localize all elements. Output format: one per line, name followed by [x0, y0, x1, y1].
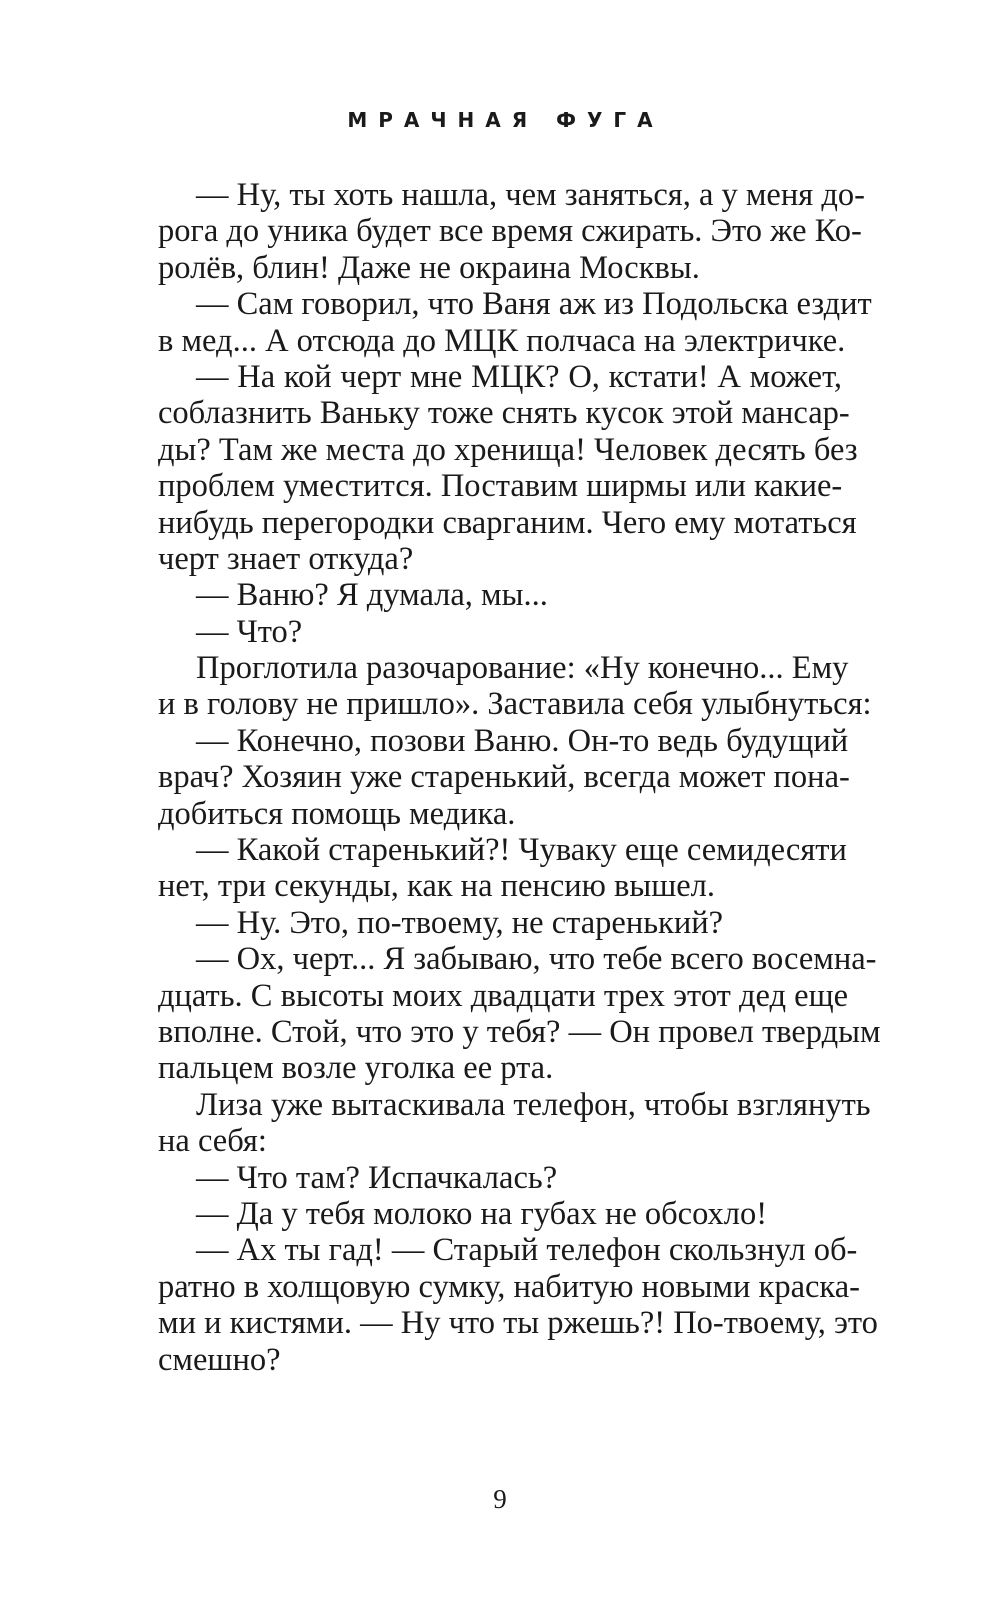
text-line: Проглотила разочарование: «Ну конечно... Ему — [196, 650, 849, 687]
text-line: соблазнить Ваньку тоже снять кусок этой мансар- — [158, 395, 850, 432]
text-line: пальцем возле уголка ее рта. — [158, 1050, 554, 1087]
text-line: — Да у тебя молоко на губах не обсохло! — [196, 1195, 768, 1232]
text-line: добиться помощь медика. — [158, 795, 516, 832]
text-line: — Ваню? Я думала, мы... — [196, 577, 548, 614]
text-line: рога до уника будет все время сжирать. Это же Ко- — [158, 213, 862, 250]
text-line: и в голову не пришло». Заставила себя улыбнуться: — [158, 686, 872, 723]
text-line: — Что? — [196, 613, 303, 650]
text-line: смешно? — [158, 1341, 281, 1378]
text-line: ми и кистями. — Ну что ты ржешь?! По-твоему, это — [158, 1305, 878, 1342]
text-line: — Ну. Это, по-твоему, не старенький? — [196, 904, 724, 941]
text-line: проблем уместится. Поставим ширмы или какие- — [158, 468, 843, 505]
text-line: черт знает откуда? — [158, 540, 414, 577]
text-line: — Ох, черт... Я забываю, что тебе всего восемна- — [196, 941, 877, 978]
text-line: Лиза уже вытаскивала телефон, чтобы взглянуть — [196, 1086, 871, 1123]
text-line: ды? Там же места до хренища! Человек десять без — [158, 431, 858, 468]
text-line: ратно в холщовую сумку, набитую новыми краска- — [158, 1268, 860, 1305]
text-line: — На кой черт мне МЦК? О, кстати! А может, — [196, 358, 842, 395]
text-line: — Ах ты гад! — Старый телефон скользнул об- — [196, 1232, 858, 1269]
text-line: ролёв, блин! Даже не окраина Москвы. — [158, 249, 700, 286]
running-head: МРАЧНАЯ ФУГА — [347, 108, 664, 132]
text-line: нибудь перегородки сварганим. Чего ему мотаться — [158, 504, 857, 541]
text-line: — Что там? Испачкалась? — [196, 1159, 558, 1196]
text-line: — Сам говорил, что Ваня аж из Подольска ездит — [196, 286, 872, 323]
text-line: нет, три секунды, как на пенсию вышел. — [158, 868, 716, 905]
text-line: — Ну, ты хоть нашла, чем заняться, а у меня до- — [196, 177, 865, 213]
text-line: в мед... А отсюда до МЦК полчаса на электричке. — [158, 322, 846, 359]
text-line: врач? Хозяин уже старенький, всегда может пона- — [158, 759, 850, 796]
page-number: 9 — [493, 1484, 507, 1514]
text-line: — Конечно, позови Ваню. Он-то ведь будущий — [196, 722, 849, 759]
text-line: дцать. С высоты моих двадцати трех этот дед еще — [158, 977, 849, 1014]
text-line: на себя: — [158, 1123, 267, 1160]
text-line: — Какой старенький?! Чуваку еще семидесяти — [196, 832, 847, 869]
text-line: вполне. Стой, что это у тебя? — Он провел твердым — [158, 1013, 881, 1050]
body-text — [158, 177, 881, 1378]
